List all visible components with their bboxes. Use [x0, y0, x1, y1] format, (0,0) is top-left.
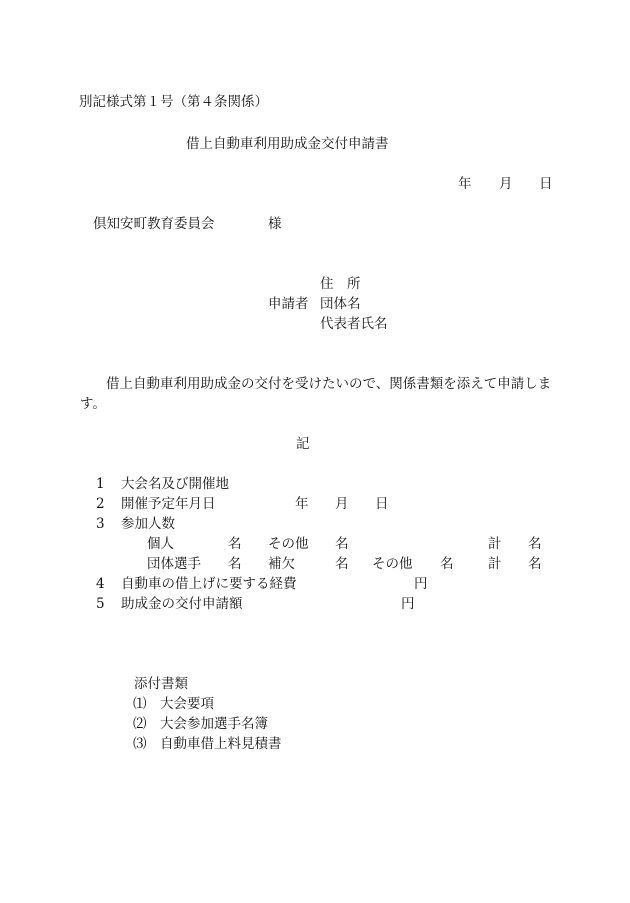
item-3-number: 3	[96, 516, 105, 532]
addressee-name: 倶知安町教育委員会	[93, 216, 215, 232]
item-3-label: 参加人数	[121, 516, 175, 532]
attachment-2-label: 大会参加選手名簿	[160, 716, 268, 732]
attachment-1-number: ⑴	[133, 696, 147, 712]
item-5-number: 5	[96, 596, 105, 612]
item-2-number: 2	[96, 496, 105, 512]
item-4-number: 4	[96, 576, 105, 592]
individual-other-unit: 名	[335, 536, 349, 552]
team-other-label: その他	[372, 556, 413, 572]
individual-total-label: 計	[488, 536, 502, 552]
item-4-unit: 円	[414, 576, 428, 592]
body-text-line-1: 借上自動車利用助成金の交付を受けたいので、関係書類を添えて申請しま	[106, 376, 552, 392]
item-1-number: 1	[96, 476, 105, 492]
item-2-month: 月	[335, 496, 349, 512]
attachment-1-label: 大会要項	[160, 696, 214, 712]
applicant-label: 申請者	[268, 296, 309, 312]
individual-label: 個人	[147, 536, 174, 552]
item-2-year: 年	[295, 496, 309, 512]
team-label: 団体選手	[147, 556, 201, 572]
individual-total-unit: 名	[528, 536, 542, 552]
date-year: 年	[458, 176, 472, 192]
attachment-3-number: ⑶	[133, 736, 147, 752]
ki-heading: 記	[296, 436, 310, 452]
date-month: 月	[499, 176, 513, 192]
page-title: 借上自動車利用助成金交付申請書	[186, 136, 389, 152]
team-unit: 名	[228, 556, 242, 572]
individual-unit: 名	[228, 536, 242, 552]
applicant-group-label: 団体名	[320, 296, 361, 312]
team-sub-unit: 名	[335, 556, 349, 572]
team-sub-label: 補欠	[268, 556, 295, 572]
item-4-label: 自動車の借上げに要する経費	[121, 576, 297, 592]
attachments-heading: 添付書類	[134, 676, 188, 692]
team-other-unit: 名	[440, 556, 454, 572]
addressee-honorific: 様	[268, 216, 282, 232]
form-number: 別記様式第１号（第４条関係）	[79, 94, 268, 110]
team-total-label: 計	[488, 556, 502, 572]
item-2-label: 開催予定年月日	[121, 496, 216, 512]
attachment-2-number: ⑵	[133, 716, 147, 732]
individual-other-label: その他	[268, 536, 309, 552]
item-1-label: 大会名及び開催地	[121, 476, 229, 492]
applicant-address-label: 住 所	[320, 276, 361, 292]
team-total-unit: 名	[528, 556, 542, 572]
body-text-line-2: す。	[80, 396, 106, 412]
item-5-label: 助成金の交付申請額	[121, 596, 243, 612]
attachment-3-label: 自動車借上料見積書	[160, 736, 282, 752]
date-day: 日	[539, 176, 553, 192]
item-2-day: 日	[375, 496, 389, 512]
item-5-unit: 円	[401, 596, 415, 612]
applicant-representative-label: 代表者氏名	[320, 316, 388, 332]
